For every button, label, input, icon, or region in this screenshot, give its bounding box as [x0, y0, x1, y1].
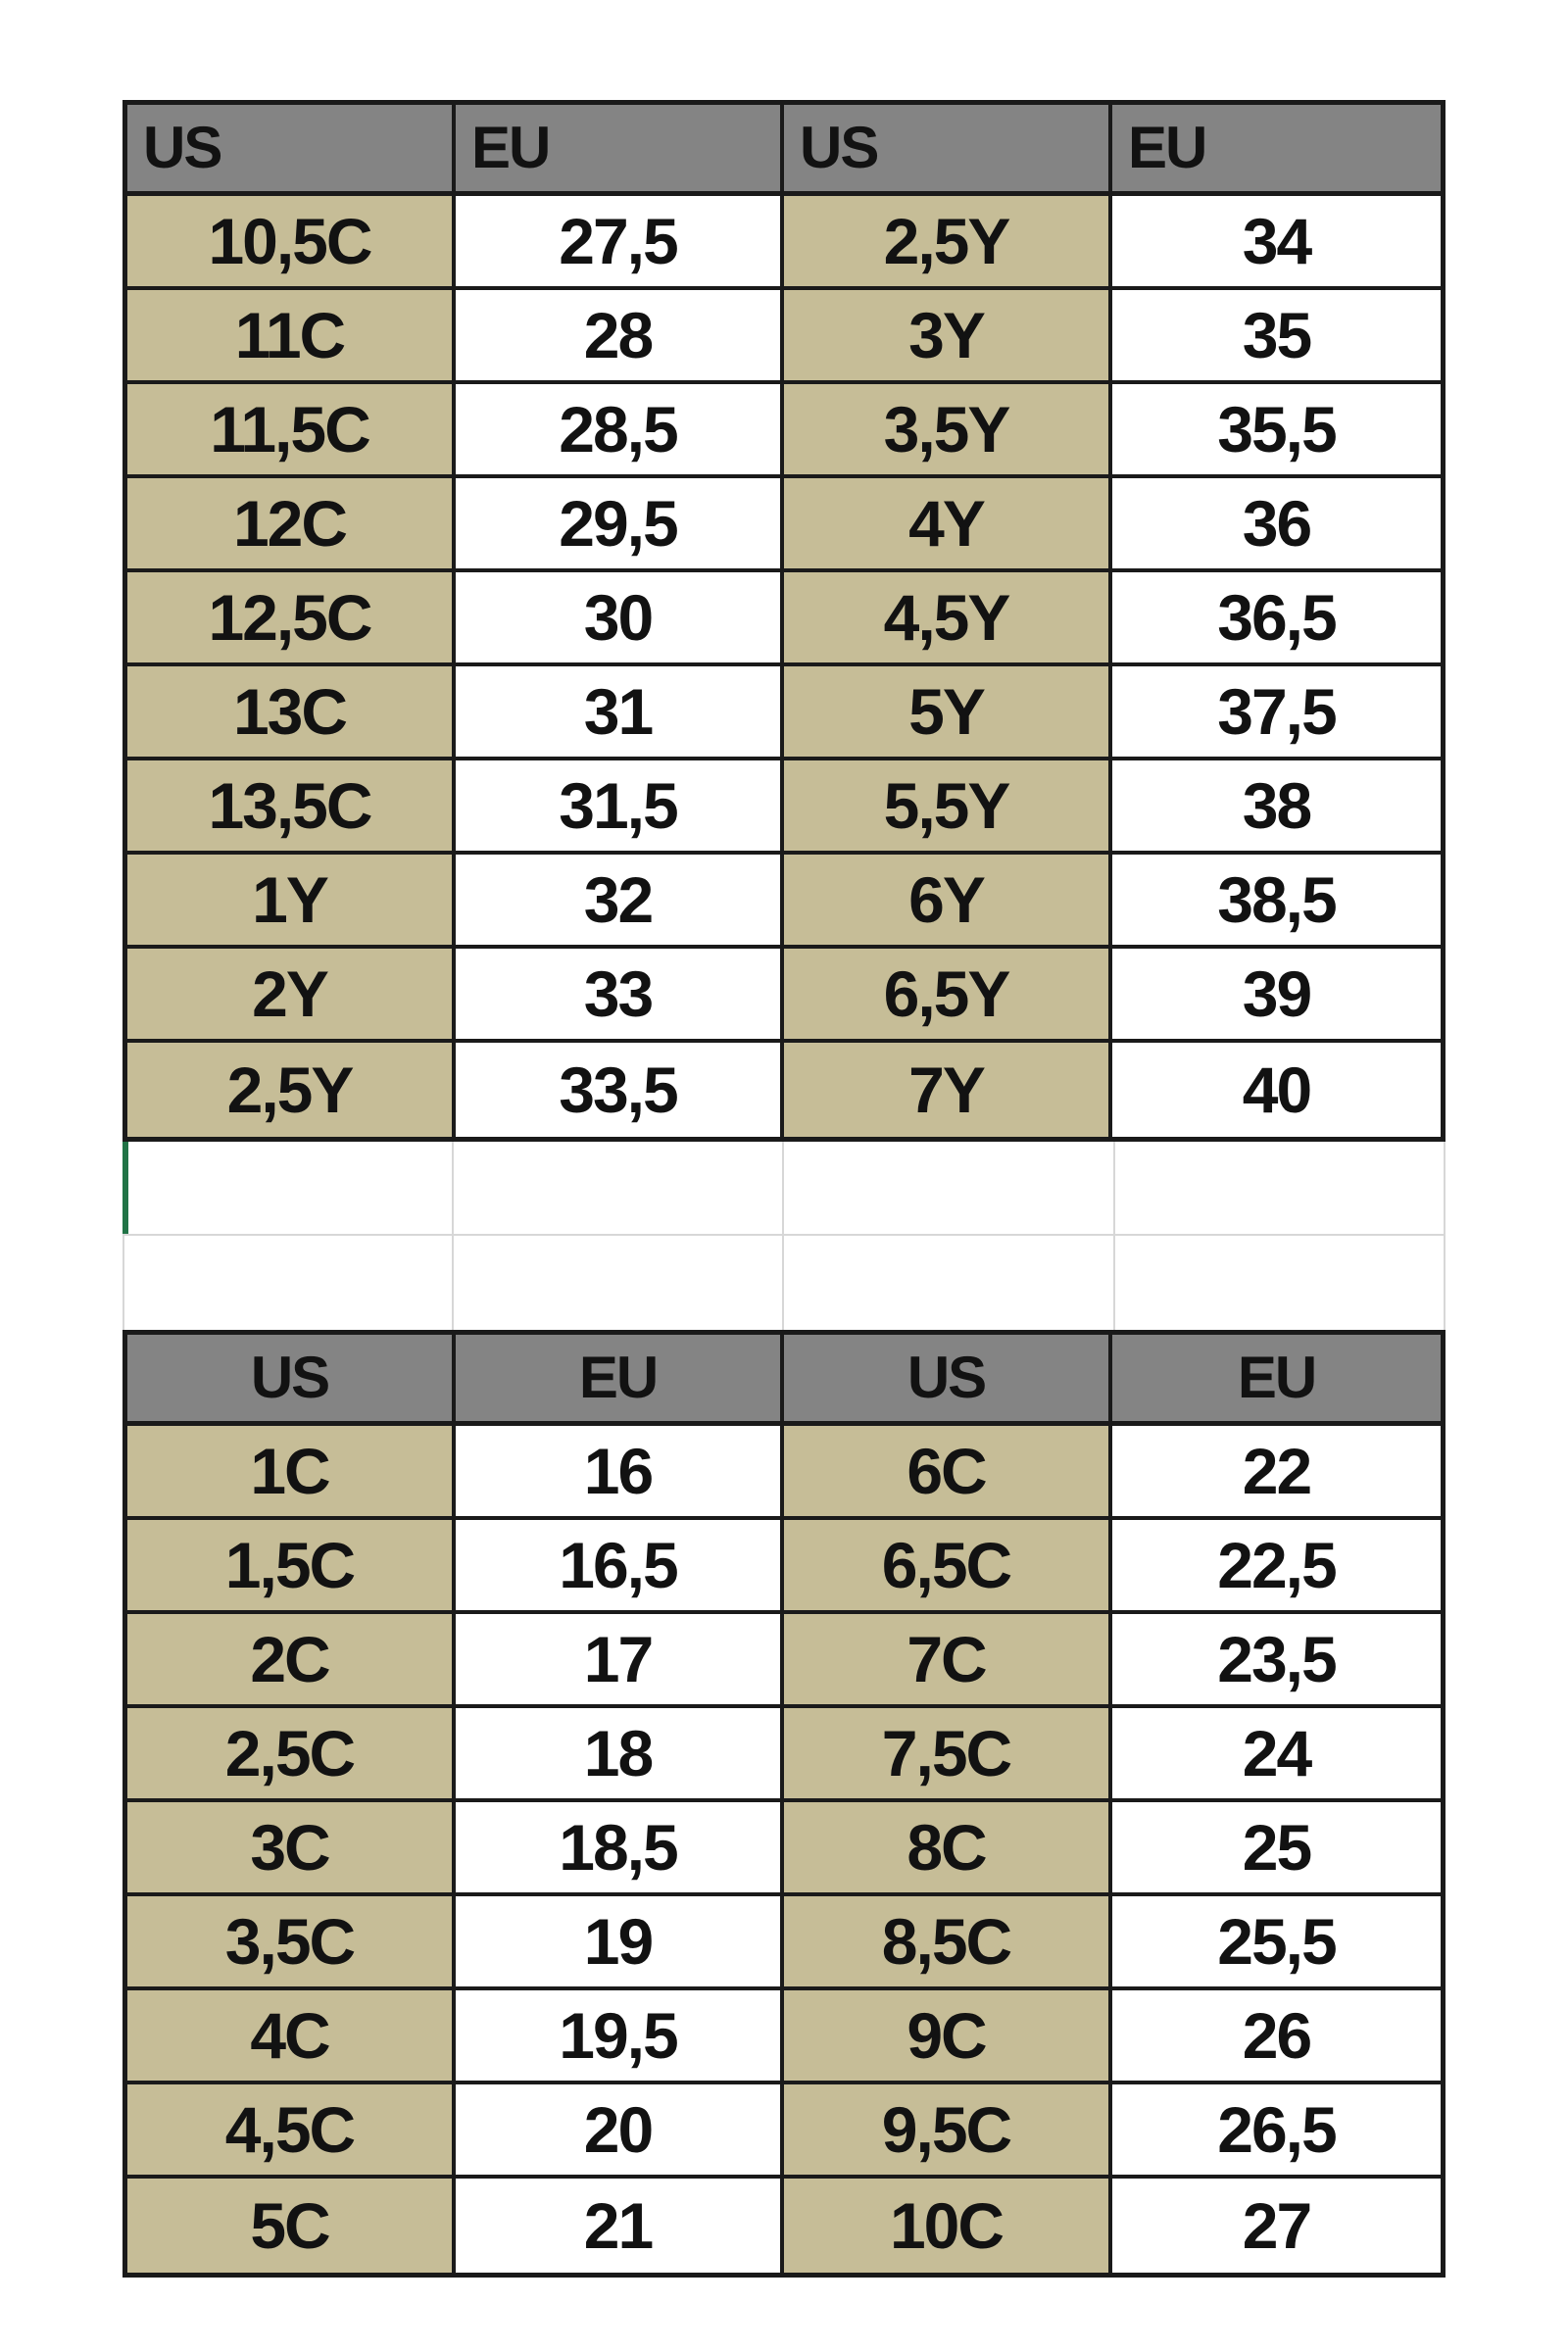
- us-size-cell[interactable]: 4C: [127, 1990, 456, 2084]
- empty-spreadsheet-rows: [122, 1142, 1446, 1330]
- column-header-eu[interactable]: EU: [1112, 1335, 1441, 1426]
- eu-size-cell[interactable]: 37,5: [1112, 666, 1441, 760]
- eu-size-cell[interactable]: 35,5: [1112, 384, 1441, 478]
- us-size-cell[interactable]: 2,5Y: [127, 1043, 456, 1137]
- eu-size-cell[interactable]: 31,5: [456, 760, 784, 855]
- empty-spreadsheet-cell[interactable]: [454, 1142, 785, 1236]
- eu-size-cell[interactable]: 33,5: [456, 1043, 784, 1137]
- eu-size-cell[interactable]: 34: [1112, 196, 1441, 290]
- us-size-cell[interactable]: 9C: [784, 1990, 1112, 2084]
- eu-size-cell[interactable]: 23,5: [1112, 1614, 1441, 1708]
- column-header-eu[interactable]: EU: [1112, 105, 1441, 196]
- us-size-cell[interactable]: 3,5Y: [784, 384, 1112, 478]
- eu-size-cell[interactable]: 39: [1112, 949, 1441, 1043]
- us-size-cell[interactable]: 11C: [127, 290, 456, 384]
- us-size-cell[interactable]: 12C: [127, 478, 456, 572]
- column-header-us[interactable]: US: [127, 105, 456, 196]
- us-size-cell[interactable]: 11,5C: [127, 384, 456, 478]
- us-size-cell[interactable]: 9,5C: [784, 2084, 1112, 2179]
- us-size-cell[interactable]: 6Y: [784, 855, 1112, 949]
- eu-size-cell[interactable]: 18: [456, 1708, 784, 1802]
- us-size-cell[interactable]: 10C: [784, 2179, 1112, 2273]
- us-size-cell[interactable]: 5Y: [784, 666, 1112, 760]
- empty-spreadsheet-cell[interactable]: [1115, 1236, 1446, 1330]
- column-header-us[interactable]: US: [127, 1335, 456, 1426]
- us-size-cell[interactable]: 12,5C: [127, 572, 456, 666]
- eu-size-cell[interactable]: 17: [456, 1614, 784, 1708]
- empty-spreadsheet-cell[interactable]: [454, 1236, 785, 1330]
- empty-spreadsheet-cell[interactable]: [784, 1142, 1115, 1236]
- us-size-cell[interactable]: 13C: [127, 666, 456, 760]
- eu-size-cell[interactable]: 30: [456, 572, 784, 666]
- us-size-cell[interactable]: 6,5C: [784, 1520, 1112, 1614]
- eu-size-cell[interactable]: 33: [456, 949, 784, 1043]
- column-header-us[interactable]: US: [784, 1335, 1112, 1426]
- eu-size-cell[interactable]: 31: [456, 666, 784, 760]
- eu-size-cell[interactable]: 19,5: [456, 1990, 784, 2084]
- us-size-cell[interactable]: 2,5Y: [784, 196, 1112, 290]
- us-size-cell[interactable]: 6,5Y: [784, 949, 1112, 1043]
- active-cell-selection-indicator: [122, 1142, 128, 1234]
- eu-size-cell[interactable]: 16: [456, 1426, 784, 1520]
- us-size-cell[interactable]: 1,5C: [127, 1520, 456, 1614]
- us-size-cell[interactable]: 3C: [127, 1802, 456, 1896]
- eu-size-cell[interactable]: 38,5: [1112, 855, 1441, 949]
- eu-size-cell[interactable]: 19: [456, 1896, 784, 1990]
- eu-size-cell[interactable]: 25,5: [1112, 1896, 1441, 1990]
- eu-size-cell[interactable]: 18,5: [456, 1802, 784, 1896]
- us-size-cell[interactable]: 4Y: [784, 478, 1112, 572]
- eu-size-cell[interactable]: 27,5: [456, 196, 784, 290]
- eu-size-cell[interactable]: 27: [1112, 2179, 1441, 2273]
- us-size-cell[interactable]: 5,5Y: [784, 760, 1112, 855]
- us-size-cell[interactable]: 10,5C: [127, 196, 456, 290]
- eu-size-cell[interactable]: 24: [1112, 1708, 1441, 1802]
- us-size-cell[interactable]: 2C: [127, 1614, 456, 1708]
- eu-size-cell[interactable]: 20: [456, 2084, 784, 2179]
- eu-size-cell[interactable]: 32: [456, 855, 784, 949]
- empty-spreadsheet-cell[interactable]: [122, 1236, 454, 1330]
- empty-spreadsheet-cell[interactable]: [784, 1236, 1115, 1330]
- us-size-cell[interactable]: 1Y: [127, 855, 456, 949]
- us-size-cell[interactable]: 7Y: [784, 1043, 1112, 1137]
- us-size-cell[interactable]: 13,5C: [127, 760, 456, 855]
- us-size-cell[interactable]: 6C: [784, 1426, 1112, 1520]
- eu-size-cell[interactable]: 36: [1112, 478, 1441, 572]
- eu-size-cell[interactable]: 28: [456, 290, 784, 384]
- us-size-cell[interactable]: 2,5C: [127, 1708, 456, 1802]
- column-header-eu[interactable]: EU: [456, 105, 784, 196]
- size-table-youth: [122, 100, 1446, 1142]
- column-header-us[interactable]: US: [784, 105, 1112, 196]
- eu-size-cell[interactable]: 29,5: [456, 478, 784, 572]
- size-table-child: [122, 1330, 1446, 2278]
- eu-size-cell[interactable]: 28,5: [456, 384, 784, 478]
- us-size-cell[interactable]: 7,5C: [784, 1708, 1112, 1802]
- eu-size-cell[interactable]: 35: [1112, 290, 1441, 384]
- us-size-cell[interactable]: 7C: [784, 1614, 1112, 1708]
- eu-size-cell[interactable]: 25: [1112, 1802, 1441, 1896]
- us-size-cell[interactable]: 3,5C: [127, 1896, 456, 1990]
- us-size-cell[interactable]: 8C: [784, 1802, 1112, 1896]
- us-size-cell[interactable]: 4,5Y: [784, 572, 1112, 666]
- us-size-cell[interactable]: 3Y: [784, 290, 1112, 384]
- us-size-cell[interactable]: 5C: [127, 2179, 456, 2273]
- eu-size-cell[interactable]: 26: [1112, 1990, 1441, 2084]
- us-size-cell[interactable]: 1C: [127, 1426, 456, 1520]
- eu-size-cell[interactable]: 22: [1112, 1426, 1441, 1520]
- eu-size-cell[interactable]: 40: [1112, 1043, 1441, 1137]
- empty-spreadsheet-cell[interactable]: [1115, 1142, 1446, 1236]
- eu-size-cell[interactable]: 38: [1112, 760, 1441, 855]
- us-size-cell[interactable]: 2Y: [127, 949, 456, 1043]
- eu-size-cell[interactable]: 26,5: [1112, 2084, 1441, 2179]
- empty-spreadsheet-cell[interactable]: [122, 1142, 454, 1236]
- eu-size-cell[interactable]: 21: [456, 2179, 784, 2273]
- eu-size-cell[interactable]: 22,5: [1112, 1520, 1441, 1614]
- eu-size-cell[interactable]: 36,5: [1112, 572, 1441, 666]
- us-size-cell[interactable]: 4,5C: [127, 2084, 456, 2179]
- us-size-cell[interactable]: 8,5C: [784, 1896, 1112, 1990]
- column-header-eu[interactable]: EU: [456, 1335, 784, 1426]
- eu-size-cell[interactable]: 16,5: [456, 1520, 784, 1614]
